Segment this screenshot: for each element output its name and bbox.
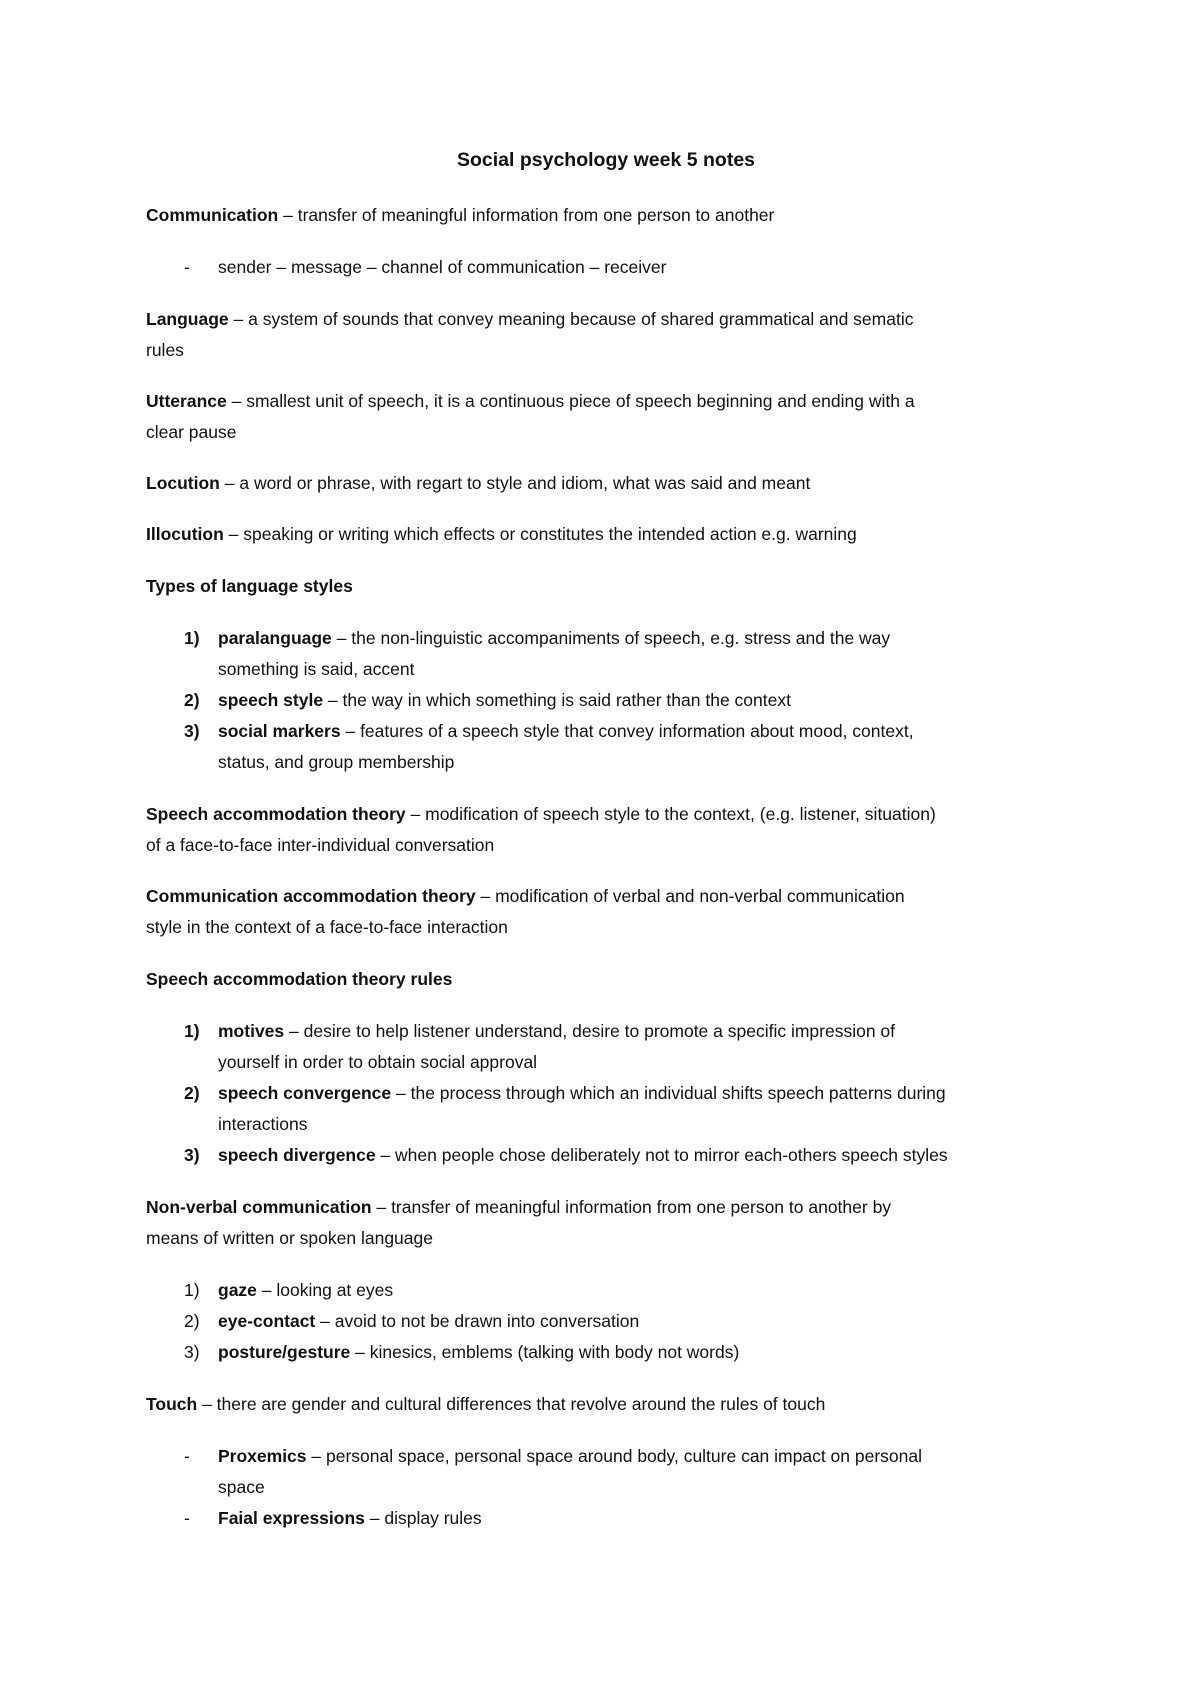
list-item: eye-contact – avoid to not be drawn into conversation	[218, 1311, 640, 1331]
communication-bullet: sender – message – channel of communication – receiver	[218, 257, 667, 277]
list-item: gaze – looking at eyes	[218, 1280, 394, 1300]
cat-definition: Communication accommodation theory – modification of verbal and non-verbal communication	[146, 886, 905, 906]
utterance-definition-cont: clear pause	[146, 422, 237, 442]
list-item-cont: space	[218, 1477, 265, 1497]
list-number: 1)	[184, 1280, 200, 1300]
list-item: Proxemics – personal space, personal space around body, culture can impact on personal	[218, 1446, 923, 1466]
term: Utterance	[146, 391, 227, 411]
list-item-cont: yourself in order to obtain social approval	[218, 1052, 538, 1072]
list-item: social markers – features of a speech style that convey information about mood, context,	[218, 721, 914, 741]
list-number: 2)	[184, 690, 200, 710]
nonverbal-definition: Non-verbal communication – transfer of meaningful information from one person to another by	[146, 1197, 892, 1217]
list-item: posture/gesture – kinesics, emblems (talking with body not words)	[218, 1342, 740, 1362]
term: Communication	[146, 205, 279, 225]
term: Non-verbal communication	[146, 1197, 372, 1217]
cat-definition-cont: style in the context of a face-to-face interaction	[146, 917, 508, 937]
locution-definition: Locution – a word or phrase, with regart to style and idiom, what was said and meant	[146, 473, 811, 493]
list-item: speech convergence – the process through which an individual shifts speech patterns during	[218, 1083, 946, 1103]
bullet-dash: -	[184, 257, 190, 277]
list-number: 2)	[184, 1311, 200, 1331]
term: Locution	[146, 473, 220, 493]
list-number: 3)	[184, 1342, 200, 1362]
list-number: 1)	[184, 628, 200, 648]
list-item: paralanguage – the non-linguistic accompaniments of speech, e.g. stress and the way	[218, 628, 891, 648]
term: Communication accommodation theory	[146, 886, 476, 906]
list-item: speech style – the way in which something is said rather than the context	[218, 690, 791, 710]
bullet-dash: -	[184, 1446, 190, 1466]
term: Language	[146, 309, 229, 329]
term: Illocution	[146, 524, 224, 544]
utterance-definition: Utterance – smallest unit of speech, it is a continuous piece of speech beginning and ending with a	[146, 391, 915, 411]
section-heading-language-styles: Types of language styles	[146, 576, 353, 596]
list-item-cont: something is said, accent	[218, 659, 415, 679]
list-number: 1)	[184, 1021, 200, 1041]
list-item: speech divergence – when people chose deliberately not to mirror each-others speech styles	[218, 1145, 948, 1165]
bullet-dash: -	[184, 1508, 190, 1528]
nonverbal-definition-cont: means of written or spoken language	[146, 1228, 433, 1248]
language-definition: Language – a system of sounds that convey meaning because of shared grammatical and sematic	[146, 309, 914, 329]
language-definition-cont: rules	[146, 340, 184, 360]
document-title: Social psychology week 5 notes	[456, 149, 756, 171]
sat-definition-cont: of a face-to-face inter-individual conversation	[146, 835, 495, 855]
list-item-cont: status, and group membership	[218, 752, 455, 772]
sat-definition: Speech accommodation theory – modification of speech style to the context, (e.g. listener, situation)	[146, 804, 936, 824]
term: Speech accommodation theory	[146, 804, 406, 824]
list-item: Faial expressions – display rules	[218, 1508, 482, 1528]
list-item: motives – desire to help listener understand, desire to promote a specific impression of	[218, 1021, 896, 1041]
communication-definition: Communication – transfer of meaningful information from one person to another	[146, 205, 775, 225]
list-item-cont: interactions	[218, 1114, 308, 1134]
list-number: 2)	[184, 1083, 200, 1103]
term: Touch	[146, 1394, 198, 1414]
list-number: 3)	[184, 721, 200, 741]
list-number: 3)	[184, 1145, 200, 1165]
illocution-definition: Illocution – speaking or writing which effects or constitutes the intended action e.g. warning	[146, 524, 857, 544]
section-heading-sat-rules: Speech accommodation theory rules	[146, 969, 453, 989]
touch-definition: Touch – there are gender and cultural differences that revolve around the rules of touch	[146, 1394, 826, 1414]
